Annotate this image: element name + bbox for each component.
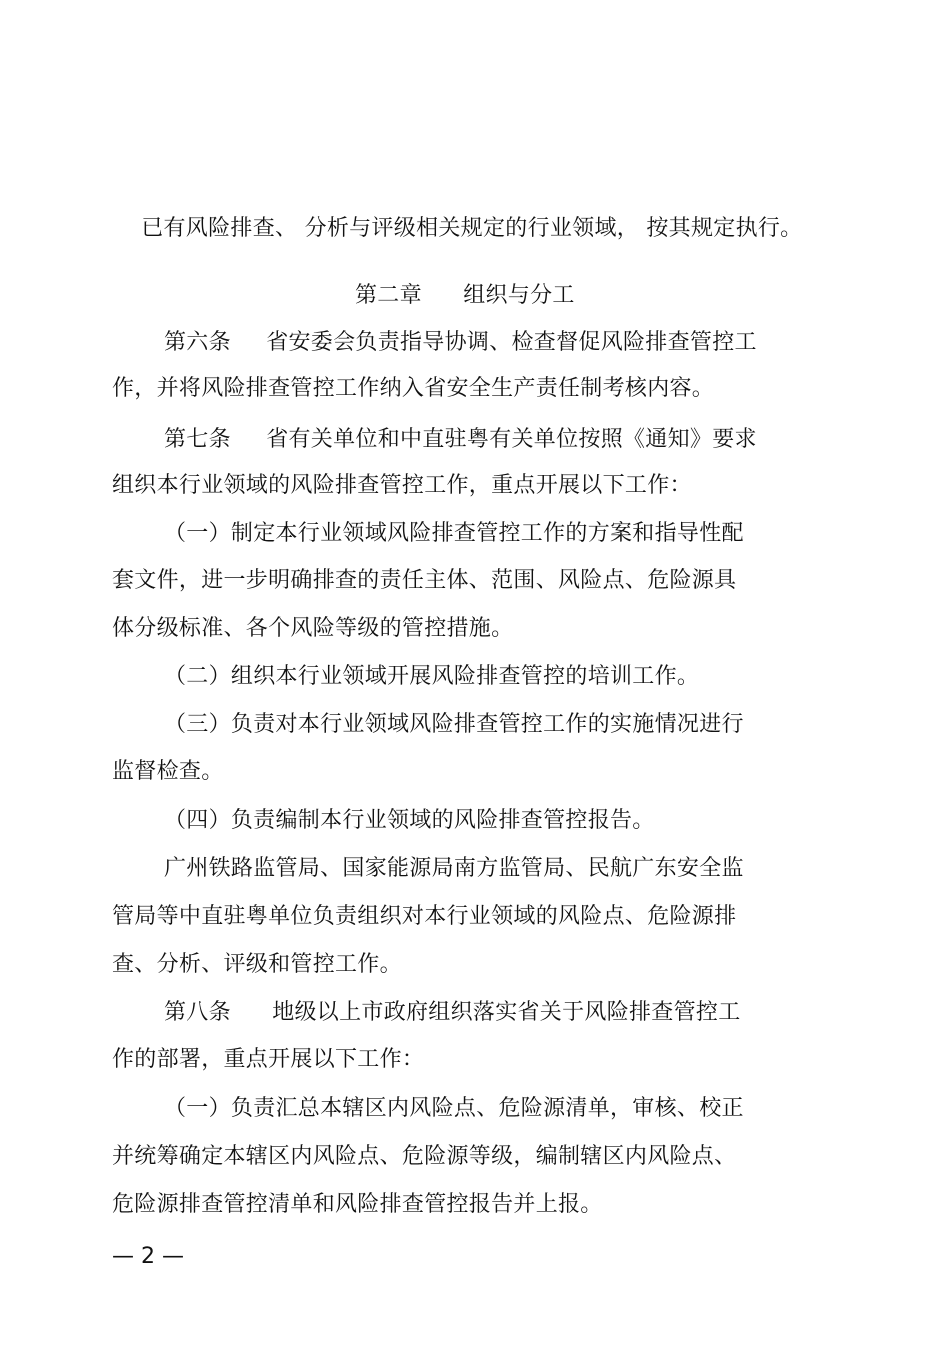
article6-line2: 作，并将风险排查管控工作纳入省安全生产责任制考核内容。 [112, 376, 715, 401]
chapter-heading: 第二章 组织与分工 [355, 283, 575, 308]
article8-item1-line3: 危险源排查管控清单和风险排查管控报告并上报。 [112, 1192, 603, 1217]
article8-line2: 作的部署，重点开展以下工作： [112, 1047, 425, 1072]
article8-item1-line2: 并统筹确定本辖区内风险点、危险源等级，编制辖区内风险点、 [112, 1144, 737, 1169]
article7-item3-line1: （三）负责对本行业领域风险排查管控工作的实施情况进行 [164, 712, 744, 737]
article8-item1-line1: （一）负责汇总本辖区内风险点、危险源清单，审核、校正 [164, 1096, 744, 1121]
article6-line1: 第六条 省安委会负责指导协调、检查督促风险排查管控工 [164, 330, 757, 355]
article7-para-line3: 查、分析、评级和管控工作。 [112, 952, 402, 977]
article8-line1: 第八条 地级以上市政府组织落实省关于风险排查管控工 [164, 1000, 741, 1025]
article7-line2: 组织本行业领域的风险排查管控工作，重点开展以下工作： [112, 473, 692, 498]
article7-item1-line3: 体分级标准、各个风险等级的管控措施。 [112, 616, 514, 641]
article7-item4: （四）负责编制本行业领域的风险排查管控报告。 [164, 808, 655, 833]
page-number: — 2 — [112, 1244, 184, 1269]
article7-para-line2: 管局等中直驻粤单位负责组织对本行业领域的风险点、危险源排 [112, 904, 737, 929]
continuation-line [112, 184, 802, 274]
top-line-part1: 已有风险排查、 分析与评级相关规定的行业领域， 按其规定执行。 [141, 216, 803, 241]
article7-item1-line1: （一）制定本行业领域风险排查管控工作的方案和指导性配 [164, 521, 744, 546]
article7-item1-line2: 套文件，进一步明确排查的责任主体、范围、风险点、危险源具 [112, 568, 737, 593]
article7-para-line1: 广州铁路监管局、国家能源局南方监管局、民航广东安全监 [164, 856, 744, 881]
article7-item2: （二）组织本行业领域开展风险排查管控的培训工作。 [164, 664, 700, 689]
article7-item3-line2: 监督检查。 [112, 759, 224, 784]
article7-line1: 第七条 省有关单位和中直驻粤有关单位按照《通知》要求 [164, 427, 757, 452]
